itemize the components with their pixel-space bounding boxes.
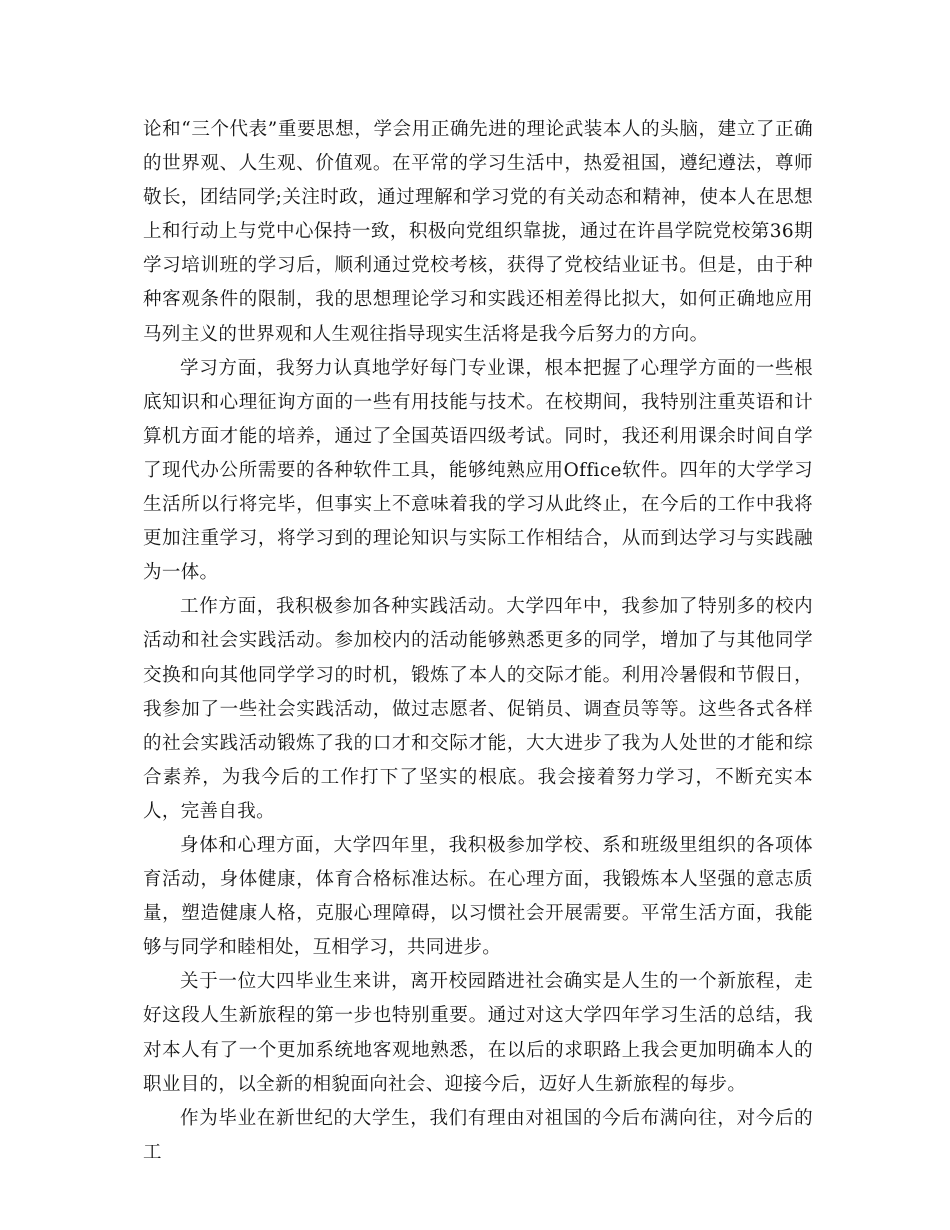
paragraph-work: 工作方面，我积极参加各种实践活动。大学四年中，我参加了特别多的校内活动和社会实践活动。参加校内的活动能够熟悉更多的同学，增加了与其他同学交换和向其他同学学习的时机，锻炼了本人的交际才能。利用冷暑假和节假日，我参加了一些社会实践活动，做过志愿者、促销员、调查员等等。这些各式各样的社会实践活动锻炼了我的口才和交际才能，大大进步了我为人处世的才能和综合素养，为我今后的工作打下了坚实的根底。我会接着努力学习，不断充实本人，完善自我。 xyxy=(143,596,813,822)
paragraph-study: 学习方面，我努力认真地学好每门专业课，根本把握了心理学方面的一些根底知识和心理征询方面的一些有用技能与技术。在校期间，我特别注重英语和计算机方面才能的培养，通过了全国英语四级考试。同时，我还利用课余时间自学了现代办公所需要的各种软件工具，能够纯熟应用Office软件。四年的大学学习生活所以行将完毕，但事实上不意味着我的学习从此终止，在今后的工作中我将更加注重学习，将学习到的理论知识与实际工作相结合，从而到达学习与实践融为一体。 xyxy=(143,357,813,584)
paragraph-health: 身体和心理方面，大学四年里，我积极参加学校、系和班级里组织的各项体育活动，身体健康，体育合格标准达标。在心理方面，我锻炼本人坚强的意志质量，塑造健康人格，克服心理障碍，以习惯社会开展需要。平常生活方面，我能够与同学和睦相处，互相学习，共同进步。 xyxy=(143,834,813,959)
document-body xyxy=(143,113,813,1170)
paragraph-graduate: 关于一位大四毕业生来讲，离开校园踏进社会确实是人生的一个新旅程，走好这段人生新旅程的第一步也特别重要。通过对这大学四年学习生活的总结，我对本人有了一个更加系统地客观地熟悉，在以后的求职路上我会更加明确本人的职业目的，以全新的相貌面向社会、迎接今后，迈好人生新旅程的每步。 xyxy=(143,971,813,1095)
paragraph-political-thought: 论和“三个代表”重要思想，学会用正确先进的理论武装本人的头脑，建立了正确的世界观、人生观、价值观。在平常的学习生活中，热爱祖国，遵纪遵法，尊师敬长，团结同学;关注时政，通过理解和学习党的有关动态和精神，使本人在思想上和行动上与党中心保持一致，积极向党组织靠拢，通过在许昌学院党校第36期学习培训班的学习后，顺利通过党校考核，获得了党校结业证书。但是，由于种种客观条件的限制，我的思想理论学习和实践还相差得比拟大，如何正确地应用马列主义的世界观和人生观往指导现实生活将是我今后努力的方向。 xyxy=(143,119,813,345)
paragraph-future: 作为毕业在新世纪的大学生，我们有理由对祖国的今后布满向往，对今后的工 xyxy=(143,1107,813,1163)
